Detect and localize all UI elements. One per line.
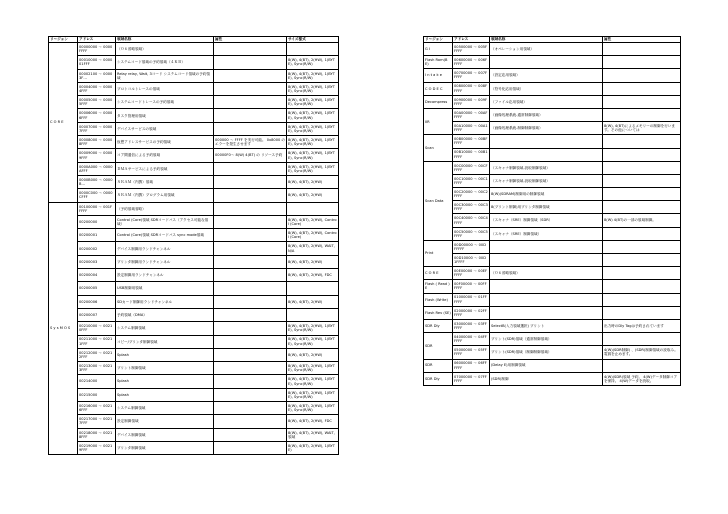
attribute-cell — [214, 175, 287, 188]
area-name-cell: Splash — [116, 388, 214, 401]
address-cell: 00700000 〜 007FFFFF — [453, 69, 490, 82]
size-format-cell: 8(W), 4(BT), 2(HW), WAIT, 領域 — [287, 428, 339, 441]
table-row — [49, 322, 339, 335]
area-name-cell: （ファイル応用領域） — [490, 95, 603, 108]
attribute-cell — [603, 174, 681, 187]
attribute-cell — [603, 227, 681, 240]
area-name-cell: USB制御用領域 — [116, 282, 214, 295]
attribute-cell — [214, 189, 287, 202]
address-cell: 00C30000 〜 00C3FFFF — [453, 201, 490, 214]
size-format-cell: 8(W), 4(BT), 2(HW), 1(BYTE), Sync(R/W) — [287, 96, 339, 109]
attribute-cell — [214, 402, 287, 415]
table-row — [424, 201, 681, 214]
area-name-cell: SelectB(入力領域選択) プリント — [490, 319, 603, 332]
area-name-cell — [490, 135, 603, 148]
table-row — [49, 428, 339, 441]
address-cell: 00005000 〜 00005FFF — [78, 96, 116, 109]
table-row — [49, 388, 339, 401]
table-row — [49, 335, 339, 348]
area-name-cell — [490, 254, 603, 267]
attribute-cell — [603, 56, 681, 69]
area-name-cell: Splash — [116, 375, 214, 388]
left-memory-map-table — [48, 36, 339, 455]
area-name-cell: （画像処理系統‐通常制御領域） — [490, 108, 603, 121]
address-cell: 00200005 — [78, 282, 116, 295]
table-row — [424, 43, 681, 56]
column-header: 領域名称 — [116, 37, 214, 43]
area-name-cell: 設定制御領域 — [116, 415, 214, 428]
area-name-cell: （画像処理系統‐制御制御領域） — [490, 122, 603, 135]
table-row — [49, 162, 339, 175]
attribute-cell — [214, 441, 287, 454]
table-row — [424, 319, 681, 332]
size-format-cell: 8(W), 4(BT), 2(HW), Control (Core) — [287, 229, 339, 242]
address-cell: 00211000 〜 00211FFF — [78, 335, 116, 348]
table-row — [49, 136, 339, 149]
area-name-cell: (Delay E)用制御領域 — [490, 359, 603, 372]
size-format-cell: 8(W), 4(BT), 2(HW), 1(BYTE), Sync(R/W) — [287, 402, 339, 415]
area-name-cell: Control (Core)領域 SDRコードバス（アクセス可能な領域） — [116, 215, 214, 228]
attribute-cell — [214, 348, 287, 361]
region-name-cell: SDR — [424, 333, 453, 359]
address-cell: 00E00000 〜 00EFFFFF — [453, 267, 490, 280]
attribute-cell — [603, 240, 681, 253]
size-format-cell: 8(W), 4(BT), 2(HW), 1(BYTE), Sync(R/W) — [287, 136, 339, 149]
table-row — [424, 240, 681, 253]
table-row — [424, 148, 681, 161]
table-row — [49, 229, 339, 242]
area-name-cell: タスク管理用領域 — [116, 109, 214, 122]
column-header: アドレス — [453, 37, 490, 43]
table-row — [49, 189, 339, 202]
attribute-cell — [214, 335, 287, 348]
size-format-cell: 8(W), 4(BT), 2(HW), 1(BYTE) — [287, 441, 339, 454]
column-header: リージョン — [49, 37, 78, 43]
area-name-cell: ＳＲＡＭ（内薵）領域 — [116, 175, 214, 188]
size-format-cell: 8(W), 4(BT), 2(HW), Control (Core) — [287, 215, 339, 228]
table-row — [49, 348, 339, 361]
area-name-cell: Control (Core)領域 SDRコードバス sync mode領域 — [116, 229, 214, 242]
address-cell: 00C50000 〜 00C5FFFF — [453, 227, 490, 240]
attribute-cell — [214, 428, 287, 441]
area-name-cell — [490, 56, 603, 69]
attribute-cell — [214, 362, 287, 375]
attribute-cell: 8(W) 4(BT)の一部の領域制御。 — [603, 214, 681, 227]
column-header: サイズ様式 — [287, 37, 339, 43]
address-cell: 00A10000 〜 00A1FFFF — [453, 122, 490, 135]
address-cell: 00200000 — [78, 215, 116, 228]
attribute-cell — [603, 43, 681, 56]
size-format-cell: 8(W), 4(BT), 2(HW), 1(BYTE), Sync(R/W) — [287, 69, 339, 82]
size-format-cell — [287, 202, 339, 215]
area-name-cell — [490, 293, 603, 306]
area-name-cell: （スキャナ制御領域‐読取制御領域） — [490, 174, 603, 187]
address-cell: 00C40000 〜 00C4FFFF — [453, 214, 490, 227]
attribute-cell — [214, 375, 287, 388]
attribute-cell — [214, 255, 287, 268]
table-row — [49, 242, 339, 255]
area-name-cell: （予約領域省略） — [116, 202, 214, 215]
attribute-cell — [214, 295, 287, 308]
table-row — [49, 122, 339, 135]
table-row — [424, 122, 681, 135]
address-cell: 00200003 — [78, 255, 116, 268]
right-memory-map-table — [423, 36, 681, 386]
region-name-cell: G I — [424, 43, 453, 56]
attribute-cell — [603, 108, 681, 121]
area-name-cell: デバイス制御領域 — [116, 428, 214, 441]
area-name-cell: システム制御領域 — [116, 322, 214, 335]
table-row — [49, 308, 339, 321]
attribute-cell — [214, 109, 287, 122]
address-cell: 00009000 〜 00009FFF — [78, 149, 116, 162]
table-row — [49, 215, 339, 228]
area-name-cell — [490, 280, 603, 293]
address-cell: 03000000 〜 03FFFFFF — [453, 319, 490, 332]
address-cell: 00F00000 〜 00FFFFFF — [453, 280, 490, 293]
attribute-cell — [603, 135, 681, 148]
address-cell: 00216000 〜 00216FFF — [78, 402, 116, 415]
size-format-cell — [287, 308, 339, 321]
region-name-cell: Scan Data — [424, 161, 453, 240]
address-cell: 00C20000 〜 00C2FFFF — [453, 188, 490, 201]
area-name-cell: 予約領域（DMA） — [116, 308, 214, 321]
attribute-cell — [214, 242, 287, 255]
table-row — [424, 254, 681, 267]
table-row — [424, 267, 681, 280]
address-cell: 00600000 〜 006FFFFF — [453, 56, 490, 69]
attribute-cell — [214, 415, 287, 428]
region-name-cell: I n t a k e — [424, 69, 453, 82]
table-row — [49, 96, 339, 109]
attribute-cell — [603, 188, 681, 201]
attribute-cell — [603, 333, 681, 346]
address-cell: 00800000 〜 008FFFFF — [453, 82, 490, 95]
table-row — [424, 359, 681, 372]
address-cell: 0000A000 〜 0000AFFF — [78, 162, 116, 175]
table-row — [424, 188, 681, 201]
attribute-cell — [214, 322, 287, 335]
area-name-cell: Splash — [116, 348, 214, 361]
table-row — [49, 362, 339, 375]
attribute-cell — [214, 162, 287, 175]
address-cell: 00219000 〜 00219FFF — [78, 441, 116, 454]
address-cell: 00C10000 〜 00C1FFFF — [453, 174, 490, 187]
address-cell: 00215000 — [78, 388, 116, 401]
table-row — [49, 149, 339, 162]
area-name-cell: プリント制御領域 — [116, 362, 214, 375]
area-name-cell: プリンタ制御用ランドチャンネル — [116, 255, 214, 268]
address-cell: 00B00000 〜 00BFFFFF — [453, 135, 490, 148]
address-cell: 00213000 〜 00213FFF — [78, 362, 116, 375]
table-row — [49, 282, 339, 295]
area-name-cell: （設定応用領域） — [490, 69, 603, 82]
address-cell: 04000000 〜 04FFFFFF — [453, 333, 490, 346]
region-name-cell: C O R E — [424, 267, 453, 280]
table-row — [424, 372, 681, 385]
size-format-cell: 8(W), 4(BT), 2(HW), 1(BYTE), Sync(R/W) — [287, 322, 339, 335]
address-cell: 00900000 〜 009FFFFF — [453, 95, 490, 108]
area-name-cell: プリント(SDR)領域（制御制御領域） — [490, 346, 603, 359]
area-name-cell: (SDR)制御 — [490, 372, 603, 385]
attribute-cell: 4(W)(SDR制御) 、(SDR)制御領域の読取み。 電源を止めます。 — [603, 346, 681, 359]
column-header: 領域名称 — [490, 37, 603, 43]
attribute-cell — [214, 388, 287, 401]
address-cell: 02000000 〜 02FFFFFF — [453, 306, 490, 319]
area-name-cell: プロトコルトレースの領域 — [116, 82, 214, 95]
area-name-cell: システム制御領域 — [116, 402, 214, 415]
address-cell: 00000000 〜 0000FFFF — [78, 43, 116, 56]
attribute-cell — [603, 95, 681, 108]
table-row — [49, 175, 339, 188]
area-name-cell: コア間通信による予約領域 — [116, 149, 214, 162]
attribute-cell — [603, 148, 681, 161]
table-row — [424, 82, 681, 95]
attribute-cell — [603, 82, 681, 95]
address-cell: 00100000 〜 001FFFFF — [78, 202, 116, 215]
address-cell: 00002100 〜 00003F… — [78, 69, 116, 82]
size-format-cell: 8(W), 4(BT), 2(HW), 1(BYTE), Sync(R/W) — [287, 375, 339, 388]
address-cell: 01000000 〜 01FFFFFF — [453, 293, 490, 306]
address-cell: 00200007 — [78, 308, 116, 321]
area-name-cell: システムコード領域の予約領域（４ＫＢ） — [116, 56, 214, 69]
address-cell: 00D00000 〜 00DFFFFF — [453, 240, 490, 253]
address-cell: 07000000 〜 07FFFFFF — [453, 372, 490, 385]
area-name-cell: 仮想アドレスサービスの予約領域 — [116, 136, 214, 149]
table-row — [424, 174, 681, 187]
table-row — [49, 375, 339, 388]
table-row — [49, 269, 339, 282]
size-format-cell: 8(W), 4(BT), 2(HW), 1(BYTE), Sync(R/W) — [287, 82, 339, 95]
size-format-cell: 8(W), 4(BT), 2(HW) — [287, 295, 339, 308]
attribute-cell — [214, 69, 287, 82]
address-cell: 00500000 〜 005FFFFF — [453, 43, 490, 56]
address-cell: 0000B000 〜 0000B… — [78, 175, 116, 188]
table-row — [49, 255, 339, 268]
area-name-cell: Relay relay, Wait, 3コード システムコード領域の予約領域 — [116, 69, 214, 82]
area-name-cell: プリンタ制御領域 — [116, 441, 214, 454]
size-format-cell: 8(W), 4(BT), 2(HW), FDC — [287, 415, 339, 428]
size-format-cell: 8(W), 4(BT), 2(HW), 1(BYTE), Sync(R/W) — [287, 122, 339, 135]
address-cell: 00D10000 〜 00D1FFFF — [453, 254, 490, 267]
region-name-cell: C O R E — [49, 43, 78, 203]
address-cell: 0000C000 〜 0000CFFF — [78, 189, 116, 202]
table-row — [49, 109, 339, 122]
area-name-cell: （スキャナ（SRE）制御領域（SDR） — [490, 214, 603, 227]
area-name-cell: （０６省略領域） — [116, 43, 214, 56]
attribute-cell — [214, 82, 287, 95]
area-name-cell: ＤＭＡサービスによる予約領域 — [116, 162, 214, 175]
size-format-cell: 8(W), 4(BT), 2(HW), WAIT, N/A — [287, 242, 339, 255]
area-name-cell: SDカード制御用ランドチャンネル — [116, 295, 214, 308]
size-format-cell: 8(W), 4(BT), 2(HW), 1(BYTE), Sync(R/W) — [287, 362, 339, 375]
area-name-cell: コピー/プリンタ制御領域 — [116, 335, 214, 348]
address-cell: 00218000 〜 00218FFF — [78, 428, 116, 441]
attribute-cell — [603, 254, 681, 267]
table-row — [49, 202, 339, 215]
attribute-cell — [214, 215, 287, 228]
table-row — [424, 56, 681, 69]
address-cell: 00200001 — [78, 229, 116, 242]
attribute-cell: 出力時のDly Tagは予約されています — [603, 319, 681, 332]
table-row — [424, 214, 681, 227]
area-name-cell: （符号化応用領域） — [490, 82, 603, 95]
region-name-cell: Decompress — [424, 95, 453, 108]
address-cell: 00C00000 〜 00CFFFFF — [453, 161, 490, 174]
address-cell: 00200006 — [78, 295, 116, 308]
size-format-cell — [287, 43, 339, 56]
area-name-cell: （オペレーション用領域） — [490, 43, 603, 56]
size-format-cell: 8(W), 4(BT), 2(HW), 1(BYTE), Sync(R/W) — [287, 388, 339, 401]
table-row — [424, 333, 681, 346]
address-cell: 00004000 〜 00004FFF — [78, 82, 116, 95]
address-cell: 00B10000 〜 00B1FFFF — [453, 148, 490, 161]
table-row — [49, 69, 339, 82]
table-row — [424, 306, 681, 319]
region-name-cell: Print — [424, 240, 453, 266]
table-row — [49, 82, 339, 95]
attribute-cell — [603, 267, 681, 280]
area-name-cell: 設定制御用ランドチャンネル — [116, 269, 214, 282]
size-format-cell: 8(W), 4(BT), 2(HW) — [287, 189, 339, 202]
address-cell: 00008000 〜 00008FFF — [78, 136, 116, 149]
area-name-cell: （スキャナ制御領域‐読取制御領域） — [490, 161, 603, 174]
size-format-cell: 8(W), 4(BT), 2(HW), 1(BYTE), Sync(R/W) — [287, 149, 339, 162]
table-row — [424, 280, 681, 293]
attribute-cell — [214, 229, 287, 242]
address-cell: 05000000 〜 05FFFFFF — [453, 346, 490, 359]
size-format-cell: 8(W), 4(BT), 2(HW), FDC — [287, 269, 339, 282]
region-name-cell: SDR Dly — [424, 372, 453, 385]
area-name-cell: ＳＲＡＭ（内薵）プログラム用領域 — [116, 189, 214, 202]
size-format-cell: 8(W), 4(BT), 2(HW) — [287, 175, 339, 188]
address-cell: 06000000 〜 06FFFFFF — [453, 359, 490, 372]
address-cell: 00200002 — [78, 242, 116, 255]
address-cell: 00007000 〜 00007FFF — [78, 122, 116, 135]
region-name-cell: S y s M O S — [49, 202, 78, 455]
table-row — [424, 69, 681, 82]
attribute-cell — [603, 280, 681, 293]
table-row — [49, 56, 339, 69]
attribute-cell — [214, 308, 287, 321]
attribute-cell — [214, 122, 287, 135]
area-name-cell: （スキャナ（SRE）制御領域） — [490, 227, 603, 240]
table-row — [424, 95, 681, 108]
address-cell: 00010000 〜 000001FFF — [78, 56, 116, 69]
area-name-cell: 8(W)(SDRAM)制御用の制御領域 — [490, 188, 603, 201]
table-row — [424, 161, 681, 174]
area-name-cell: （０６省略領域） — [490, 267, 603, 280]
address-cell: 00214000 — [78, 375, 116, 388]
attribute-cell — [603, 69, 681, 82]
size-format-cell: 8(W), 4(BT), 2(HW), 1(BYTE), Sync(R/W) — [287, 335, 339, 348]
area-name-cell: 8(プリント制御)用プリンタ制御領域 — [490, 201, 603, 214]
size-format-cell: 8(W), 4(BT), 2(HW) — [287, 348, 339, 361]
area-name-cell — [490, 148, 603, 161]
table-row — [424, 293, 681, 306]
size-format-cell: 8(W), 4(BT), 2(HW) — [287, 255, 339, 268]
area-name-cell: プリント(SDR)領域（通常制御領域） — [490, 333, 603, 346]
table-row — [49, 415, 339, 428]
region-name-cell: SDR Dly — [424, 319, 453, 332]
area-name-cell: システムコードトレースの予約領域 — [116, 96, 214, 109]
column-header: 属性 — [214, 37, 287, 43]
area-name-cell: デバイスサービスの領域 — [116, 122, 214, 135]
column-header: リージョン — [424, 37, 453, 43]
address-cell: 00006000 〜 00006FFF — [78, 109, 116, 122]
size-format-cell: 8(W), 4(BT), 2(HW), 1(BYTE), Sync(R/W) — [287, 56, 339, 69]
region-name-cell: C O D E C — [424, 82, 453, 95]
region-name-cell: SDR — [424, 359, 453, 372]
attribute-cell: 4(W)(SDR)領域 予約。 4(W)データ制御コアを保持。 4(W)データを読取。 — [603, 372, 681, 385]
attribute-cell: 8(W), 4(BT)によるメモリーの制御を行います。その他については — [603, 122, 681, 135]
table-row — [424, 135, 681, 148]
table-row — [49, 295, 339, 308]
attribute-cell — [603, 201, 681, 214]
attribute-cell — [214, 43, 287, 56]
attribute-cell — [214, 96, 287, 109]
attribute-cell: 000000 〜 FFFF を実行可能。 0x8000 のエラーを発生させます — [214, 136, 287, 149]
region-name-cell: Flash Rev (SE) — [424, 306, 453, 319]
size-format-cell: 8(W), 4(BT), 2(HW), 1(BYTE), Sync(R/W) — [287, 109, 339, 122]
area-name-cell — [490, 306, 603, 319]
attribute-cell: 00000F0〜 8(W) 4(BT) の リソース予約 — [214, 149, 287, 162]
region-name-cell: Flash ( Read ) E — [424, 280, 453, 293]
attribute-cell — [603, 161, 681, 174]
size-format-cell: 8(W), 4(BT), 2(HW), 1(BYTE), Sync(R/W) — [287, 162, 339, 175]
size-format-cell — [287, 282, 339, 295]
table-row — [424, 108, 681, 121]
address-cell: 00212000 〜 00212FFF — [78, 348, 116, 361]
attribute-cell — [214, 269, 287, 282]
region-name-cell: Flash (Write) — [424, 293, 453, 306]
table-row — [49, 441, 339, 454]
table-row — [49, 43, 339, 56]
region-name-cell: Scan — [424, 135, 453, 161]
attribute-cell — [214, 202, 287, 215]
region-name-cell: Flash Rom(BE) — [424, 56, 453, 69]
table-row — [424, 346, 681, 359]
attribute-cell — [603, 306, 681, 319]
attribute-cell — [214, 56, 287, 69]
address-cell: 00200004 — [78, 269, 116, 282]
address-cell: 00A00000 〜 00AFFFFF — [453, 108, 490, 121]
attribute-cell — [603, 359, 681, 372]
column-header: 属性 — [603, 37, 681, 43]
attribute-cell — [603, 293, 681, 306]
address-cell: 00210000 〜 00210FFF — [78, 322, 116, 335]
area-name-cell: デバイス制御用ランドチャンネル — [116, 242, 214, 255]
region-name-cell: IIR — [424, 108, 453, 134]
attribute-cell — [214, 282, 287, 295]
table-row — [424, 227, 681, 240]
table-row — [49, 402, 339, 415]
area-name-cell — [490, 240, 603, 253]
column-header: アドレス — [78, 37, 116, 43]
address-cell: 00217000 〜 00217FFF — [78, 415, 116, 428]
